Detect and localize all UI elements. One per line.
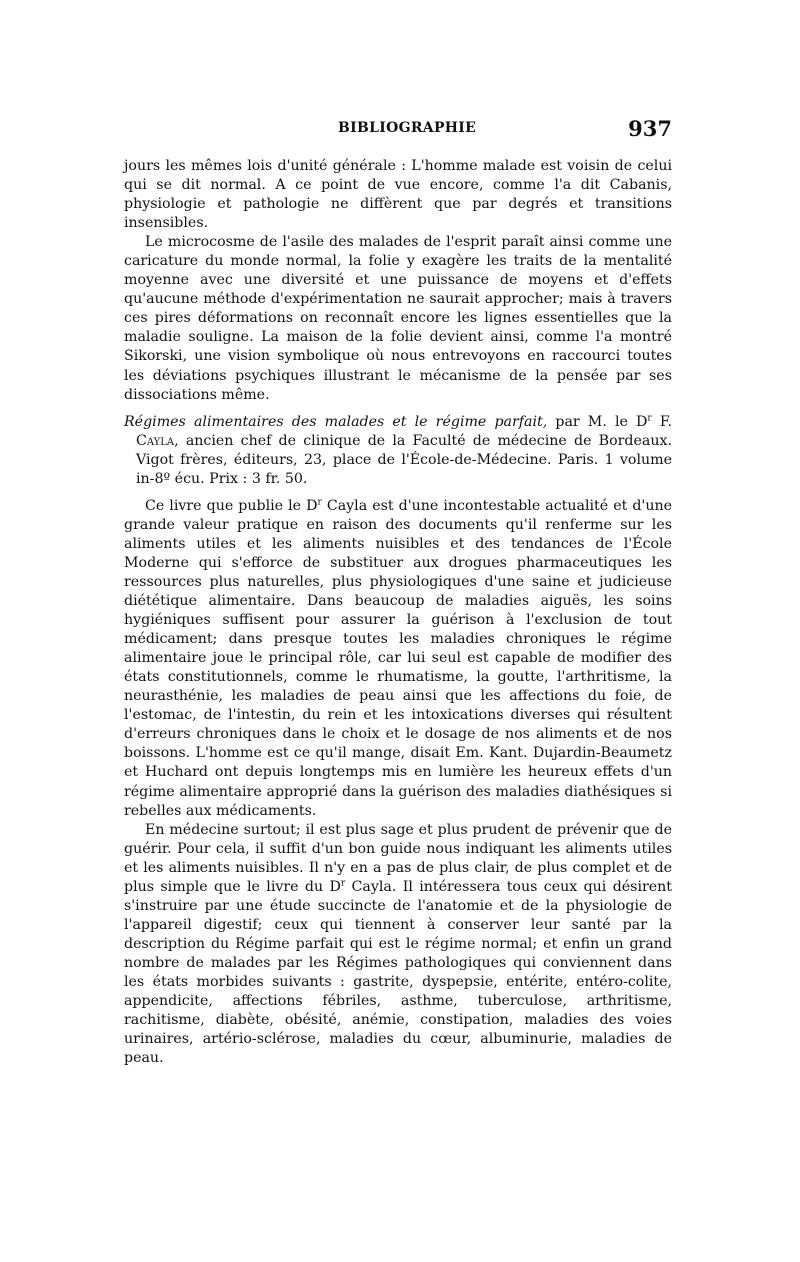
review-p2-sup: r xyxy=(340,878,346,888)
review-p2-start: En médecine surtout; il est plus sage et plus prudent de prévenir que de guérir. Pour cela, il suffit d'un bon guide nous indiquant les aliments utiles et les aliments nuisibles. Il n'y en a pas de plus clair, de plus complet et de plus simple que le livre du D xyxy=(124,821,672,895)
entry-author-initial: F. xyxy=(659,413,672,430)
page-body xyxy=(124,157,672,1068)
page-header xyxy=(124,116,672,140)
review-p1-sup: r xyxy=(317,497,322,508)
review-p2-rest: Cayla. Il intéressera tous ceux qui désirent s'instruire par une étude succincte de l'anatomie et de la physiologie de l'appareil digestif; ceux qui tiennent à conserver leur santé par la description du Régime parfait qui est le régime normal; et enfin un grand nombre de malades par les Régimes pathologiques qui conviennent dans les états morbides suivants : gastrite, dyspepsie, entérite, entéro-colite, appendicite, affections fébriles, asthme, tuberculose, arthritisme, rachitisme, diabète, obésité, anémie, constipation, maladies des voies urinaires, artério-sclérose, maladies du cœur, albuminurie, maladies de peau. xyxy=(124,878,673,1067)
review-p1-start: Ce livre que publie le D xyxy=(145,497,318,514)
entry-by: par M. le xyxy=(555,413,628,430)
paragraph-continued: jours les mêmes lois d'unité générale : L'homme malade est voisin de celui qui se dit normal. A ce point de vue encore, comme l'a dit Cabanis, physiologie et pathologie ne diffèrent que par degrés et transitions insensibles. xyxy=(124,158,672,232)
review-paragraph-1 xyxy=(124,497,672,821)
entry-author-sup: r xyxy=(647,412,652,423)
review-paragraph-2 xyxy=(124,821,672,1069)
entry-details: , ancien chef de clinique de la Faculté de médecine de Bordeaux. Vigot frères, éditeurs, 23, place de l'École-de-Médecine. Paris. 1 volume in-8º écu. Prix : 3 fr. 50. xyxy=(136,432,672,487)
bibliographic-entry xyxy=(124,413,672,489)
review-p1-rest: Cayla est d'une incontestable actualité et d'une grande valeur pratique en raison des documents qu'il renferme sur les aliments utiles et les aliments nuisibles et des tendances de l'École Moderne qui s'efforce de substituer aux drogues pharmaceutiques les ressources plus naturelles, plus physiologiques d'une saine et judicieuse diététique alimentaire. Dans beaucoup de maladies aiguës, les soins hygiéniques suffisent pour assurer la guérison à l'exclusion de tout médicament; dans presque toutes les maladies chroniques le régime alimentaire joue le principal rôle, car lui seul est capable de modifier des états constitutionnels, comme le rhumatisme, la goutte, l'arthritisme, la neurasthénie, les maladies de peau ainsi que les affections du foie, de l'estomac, de l'intestin, du rein et les intoxications diverses qui résultent d'erreurs chroniques dans le choix et le dosage de nos aliments et de nos boissons. L'homme est ce qu'il mange, disait Em. Kant. Dujardin-Beaumetz et Huchard ont depuis longtemps mis en lumière les heureux effets d'un régime alimentaire approprié dans la guérison des maladies diathésiques si rebelles aux médicaments. xyxy=(124,497,672,819)
entry-title-text: Régimes alimentaires des malades et le régime parfait, xyxy=(124,413,548,430)
entry-author-name: Cayla xyxy=(136,432,175,449)
entry-author-title: D xyxy=(636,413,648,430)
running-title: BIBLIOGRAPHIE xyxy=(338,120,477,136)
entry-title xyxy=(124,414,547,430)
page-number: 937 xyxy=(628,116,672,141)
paragraph-microcosme: Le microcosme de l'asile des malades de l'esprit paraît ainsi comme une caricature du monde normal, la folie y exagère les traits de la mentalité moyenne avec une diversité et une puissance de moyens et d'effets qu'aucune méthode d'expérimentation ne saurait approcher; mais à travers ces pires déformations on reconnaît encore les lignes essentielles que la maladie souligne. La maison de la folie devient ainsi, comme l'a montré Sikorski, une vision symbolique où nous entrevoyons en raccourci toutes les déviations psychiques illustrant le mécanisme de la pensée par ses dissociations même. xyxy=(124,234,672,403)
